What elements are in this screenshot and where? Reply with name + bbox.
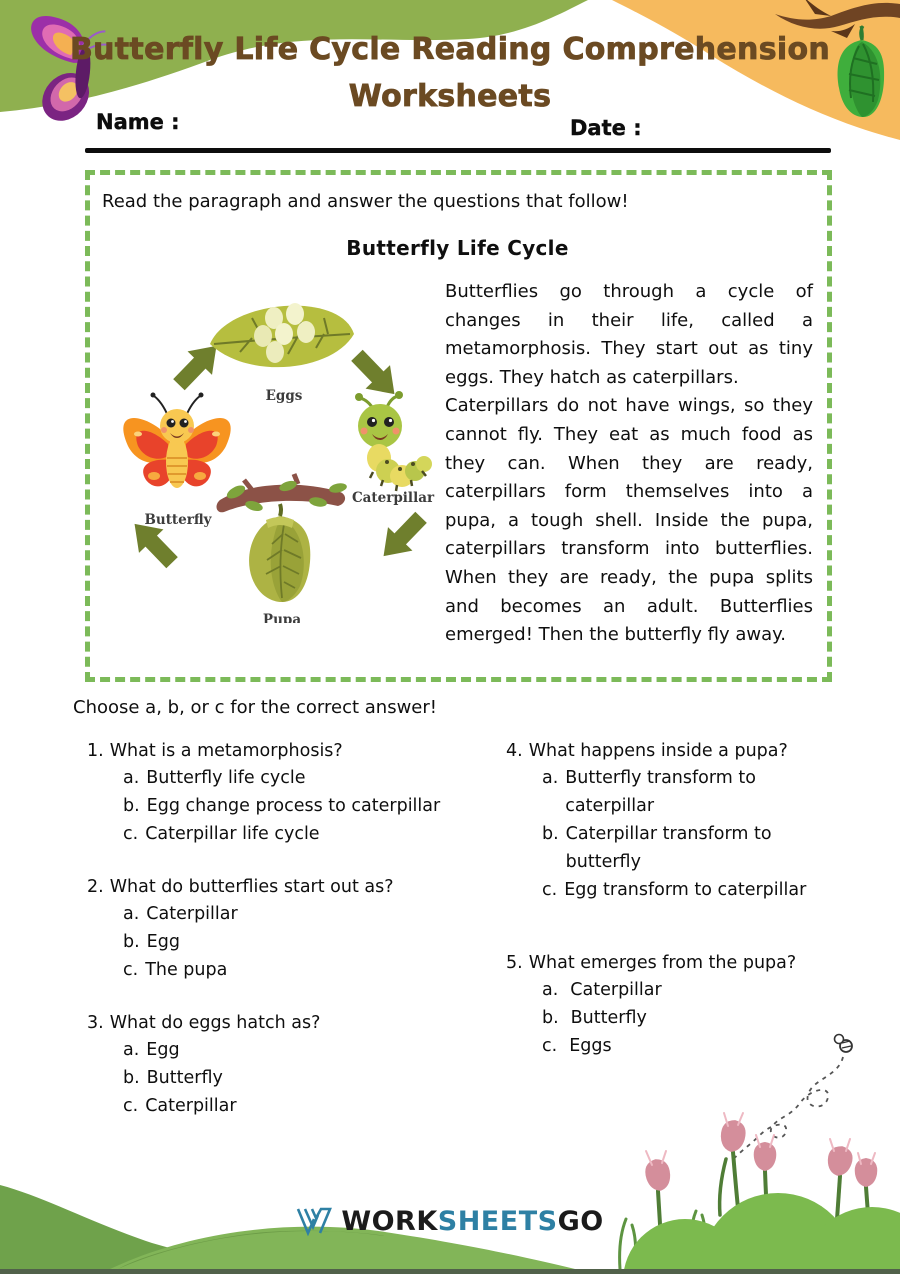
answer-option: a. Caterpillar	[123, 904, 238, 924]
page-title-line2: Worksheets	[348, 79, 552, 114]
arrow-caterpillar-to-pupa	[371, 505, 433, 567]
answer-option: c. The pupa	[123, 960, 228, 980]
worksheetsgo-logo	[0, 1206, 900, 1237]
question-text: What do eggs hatch as?	[109, 1013, 321, 1033]
answer-option: c. Caterpillar life cycle	[123, 824, 320, 844]
pupa-stage-icon	[217, 474, 348, 602]
logo-text-work: WORK	[341, 1206, 438, 1237]
question-number: 4.	[506, 741, 523, 761]
butterfly-stage-icon	[123, 393, 230, 489]
bottom-border-strip	[0, 1269, 900, 1274]
answer-option: b. Egg	[123, 932, 180, 952]
answer-option: c. Eggs	[542, 1036, 612, 1056]
worksheetsgo-logo-icon	[296, 1207, 332, 1237]
answer-option: b. Butterfly	[542, 1008, 647, 1028]
quiz-instruction: Choose a, b, or c for the correct answer!	[73, 697, 437, 718]
passage-title: Butterfly Life Cycle	[346, 236, 569, 260]
question-1	[87, 738, 498, 848]
quiz-column-left	[73, 738, 498, 1146]
answer-option: b. Egg change process to caterpillar	[123, 796, 441, 816]
passage-paragraph-2: Caterpillars do not have wings, so they cannot fly. They eat as much food as they can. When they are ready, caterpillars form themselves into a pupa, a tough shell. Inside the pupa, caterpillars transform into butterflies. When they are ready, the pupa splits and becomes an adult. Butterflies emerged! Then the butterfly fly away.	[445, 395, 813, 646]
answer-option: a. Butterfly transform to caterpillar	[542, 768, 756, 816]
logo-text-go: GO	[557, 1206, 604, 1237]
question-text: What happens inside a pupa?	[528, 741, 788, 761]
answer-option: b. Butterfly	[123, 1068, 223, 1088]
page-title	[0, 26, 900, 120]
date-field-label: Date :	[570, 116, 642, 140]
name-field-label: Name :	[96, 110, 180, 134]
eggs-stage-icon	[210, 303, 354, 367]
question-2	[87, 874, 498, 984]
logo-text-sheets: SHEETS	[437, 1206, 558, 1237]
answer-option: b. Caterpillar transform to butterfly	[542, 824, 772, 872]
answer-option: a. Caterpillar	[542, 980, 662, 1000]
passage-paragraph-1: Butterflies go through a cycle of changes in their life, called a metamorphosis. They start out as tiny eggs. They hatch as caterpillars.	[445, 281, 813, 388]
question-text: What is a metamorphosis?	[109, 741, 343, 761]
bee-icon	[835, 1035, 853, 1053]
question-number: 2.	[87, 877, 104, 897]
question-number: 5.	[506, 953, 523, 973]
life-cycle-diagram	[102, 278, 437, 650]
passage-text	[437, 278, 813, 650]
caterpillar-label: Caterpillar	[351, 490, 435, 506]
question-text: What emerges from the pupa?	[528, 953, 797, 973]
answer-option: c. Caterpillar	[123, 1096, 237, 1116]
question-number: 1.	[87, 741, 104, 761]
page-title-line1: Butterfly Life Cycle Reading Comprehension	[69, 32, 831, 67]
question-text: What do butterflies start out as?	[109, 877, 394, 897]
answer-option: a. Butterfly life cycle	[123, 768, 306, 788]
butterfly-label: Butterfly	[144, 512, 212, 528]
pupa-label: Pupa	[262, 612, 302, 623]
eggs-label: Eggs	[265, 388, 303, 404]
question-number: 3.	[87, 1013, 104, 1033]
life-cycle-diagram-art	[102, 278, 437, 623]
question-4	[506, 738, 858, 904]
answer-option: c. Egg transform to caterpillar	[542, 880, 807, 900]
header-divider-line	[85, 148, 831, 153]
caterpillar-stage-icon	[355, 391, 432, 491]
answer-option: a. Egg	[123, 1040, 180, 1060]
reading-passage-box	[85, 170, 832, 682]
question-3	[87, 1010, 498, 1120]
bee-trail	[732, 1057, 843, 1161]
passage-instruction: Read the paragraph and answer the questions that follow!	[102, 191, 629, 212]
